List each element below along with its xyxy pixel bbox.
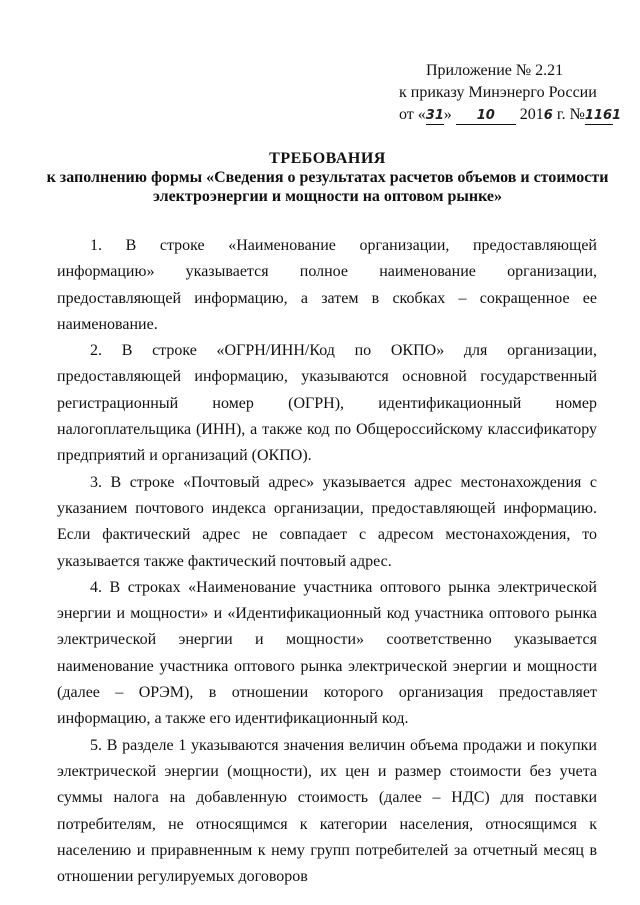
paragraph-1: 1. В строке «Наименование организации, предоставляющей информацию» указывается полное наименование организации, предоставляющей информацию, а затем в скобках – сокращенное ее наименование. [57, 237, 597, 333]
date-prefix: от « [399, 106, 426, 123]
date-day-handwritten: 31 [425, 108, 444, 123]
date-year-digit-handwritten: 6 [543, 108, 553, 123]
paragraph-4: 4. В строках «Наименование участника оптового рынка электрической энергии и мощности» и «Идентификационный код участника оптового рынка электрической энергии и мощности» соответственно указывается наименование участника оптового рынка электрической энергии и мощности (далее – ОРЭМ), в отношении которого организация предоставляет информацию, а также его идентификационный код. [57, 578, 597, 728]
order-number-label: г. № [552, 106, 585, 123]
document-body [57, 233, 597, 890]
appendix-block [399, 60, 622, 127]
date-quote-close: » [443, 106, 452, 123]
document-title: ТРЕБОВАНИЯ [269, 150, 386, 167]
paragraph-3: 3. В строке «Почтовый адрес» указывается адрес местонахождения с указанием почтового индекса организации, предоставляющей информацию. Если фактический адрес не совпадает с адресом местонахождения, то указывается также фактический почтовый адрес. [57, 473, 597, 570]
paragraph-2: 2. В строке «ОГРН/ИНН/Код по ОКПО» для организации, предоставляющей информацию, указываются основной государственный регистрационный номер (ОГРН), идентификационный номер налогоплательщика (ИНН), а также код по Общероссийскому классификатору предприятий и организаций (ОКПО). [57, 342, 597, 465]
paragraph-5: 5. В разделе 1 указываются значения величин объема продажи и покупки электрической энергии (мощности), их цен и размер стоимости без учета суммы налога на добавленную стоимость (далее – НДС) для поставки потребителям, не относящимся к категории населения, относящимся к населению и приравненным к нему групп потребителей за отчетный месяц в отношении регулируемых договоров [57, 736, 597, 886]
date-year-prefix: 201 [519, 106, 544, 123]
appendix-date-line [399, 104, 622, 127]
date-month-handwritten: 10 [456, 108, 516, 125]
document-subtitle-line-2: электроэнергии и мощности на оптовом рынке» [152, 188, 503, 205]
appendix-number: Приложение № 2.21 [426, 62, 564, 79]
appendix-order-ref: к приказу Минэнерго России [399, 84, 597, 101]
order-number-handwritten: 1161 [584, 108, 622, 123]
document-subtitle-line-1: к заполнению формы «Сведения о результатах расчетов объемов и стоимости [46, 169, 609, 186]
